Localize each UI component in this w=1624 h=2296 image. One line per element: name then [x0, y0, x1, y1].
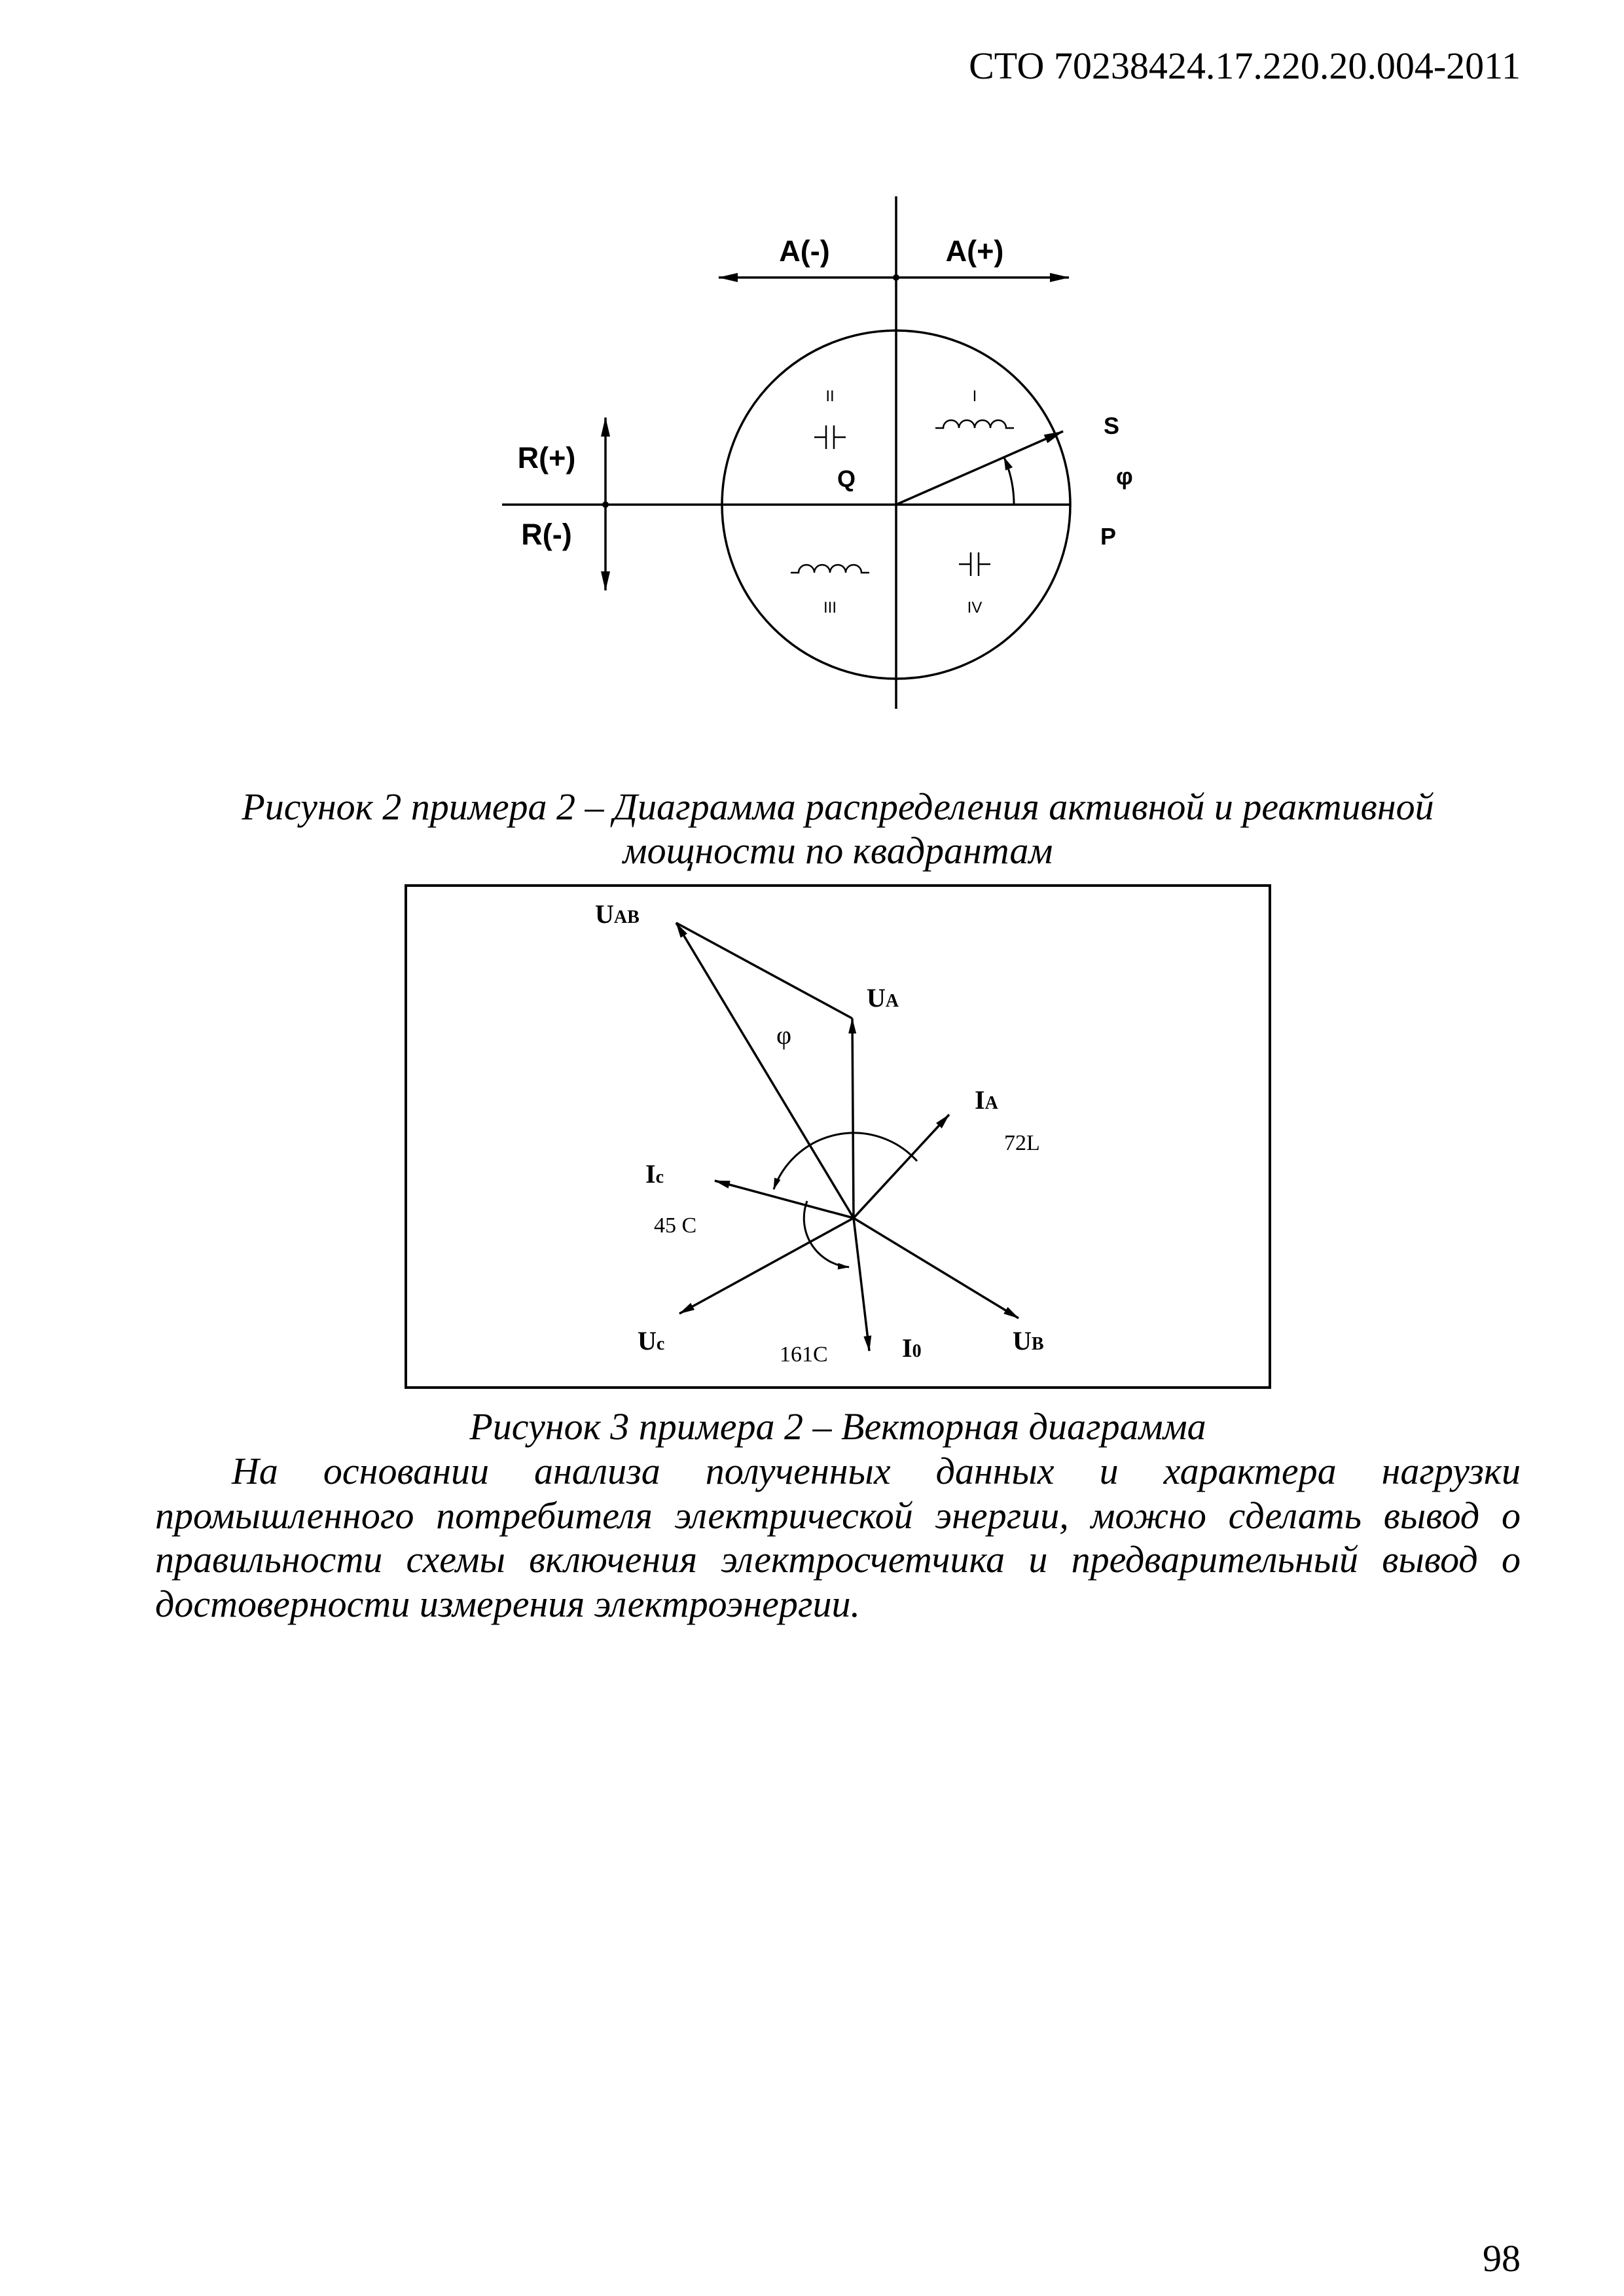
figure-2-caption-line-2: мощности по квадрантам	[623, 829, 1053, 872]
label-active-power: P	[1100, 523, 1117, 550]
quadrant-label-i: I	[972, 387, 977, 405]
diagram-frame	[406, 886, 1270, 1388]
label-active-negative: A(-)	[779, 234, 830, 268]
capacitor-icon-quadrant-ii	[814, 425, 846, 449]
label-u-c-symbol: U	[638, 1326, 657, 1355]
label-i-0-sub: 0	[912, 1341, 922, 1361]
vector-u-b	[854, 1218, 1019, 1318]
label-u-c-sub: c	[656, 1334, 665, 1354]
label-i-c	[645, 1159, 664, 1189]
vector-diagram	[393, 877, 1283, 1401]
axis-intersection-dot-left	[602, 501, 609, 508]
body-line: правильности схемы включения электросчетчика и предварительный вывод о	[155, 1538, 1521, 1581]
page-number: 98	[1483, 2237, 1521, 2280]
label-u-ab-symbol: U	[595, 899, 614, 929]
figure-2-caption-line-1: Рисунок 2 примера 2 – Диаграмма распределения активной и реактивной	[242, 785, 1434, 828]
quadrant-label-iii: III	[823, 599, 837, 617]
axis-intersection-dot-top	[893, 274, 899, 281]
label-reactive-negative: R(-)	[521, 518, 572, 551]
label-reactive-positive: R(+)	[517, 441, 576, 475]
label-u-ab-sub: AB	[613, 907, 640, 927]
label-i-a-sub: A	[984, 1093, 998, 1113]
quadrant-diagram	[458, 183, 1178, 726]
vector-u-ab	[676, 923, 854, 1218]
quadrant-label-ii: II	[825, 387, 835, 405]
body-line: На основании анализа полученных данных и характера нагрузки	[232, 1450, 1521, 1492]
vector-i-0	[854, 1218, 869, 1351]
quadrant-label-iv: IV	[967, 599, 983, 617]
phi-angle-arc	[1004, 457, 1014, 505]
label-u-a	[867, 983, 899, 1013]
label-i-0-symbol: I	[902, 1333, 912, 1363]
label-u-c	[638, 1326, 664, 1355]
label-u-a-sub: A	[885, 991, 899, 1011]
body-paragraph	[155, 1449, 1521, 1626]
label-i-a	[975, 1085, 999, 1115]
label-apparent-power: S	[1104, 412, 1120, 439]
capacitor-icon-quadrant-iv	[959, 552, 990, 576]
figure-3-caption: Рисунок 3 примера 2 – Векторная диаграмма	[469, 1405, 1206, 1448]
label-phi-angle: φ	[1116, 463, 1133, 490]
vector-u-a	[852, 1018, 854, 1218]
label-phi-angle-vector: φ	[776, 1020, 792, 1050]
label-active-positive: A(+)	[945, 234, 1004, 268]
vector-i-a	[854, 1115, 949, 1218]
note-angle-i-0: 161C	[780, 1342, 828, 1367]
document-code-header: СТО 70238424.17.220.20.004-2011	[969, 45, 1521, 87]
label-i-c-sub: c	[655, 1167, 664, 1187]
angle-arc-i-a-to-i-c	[774, 1133, 917, 1189]
vector-u-c	[679, 1218, 854, 1314]
vector-i-c	[715, 1181, 854, 1218]
label-i-c-symbol: I	[645, 1159, 656, 1189]
note-angle-i-a: 72L	[1004, 1131, 1040, 1155]
label-u-b-sub: B	[1031, 1334, 1044, 1354]
apparent-power-vector	[896, 431, 1063, 505]
label-u-ab	[595, 899, 640, 929]
note-angle-i-c: 45 C	[654, 1213, 697, 1238]
label-u-a-symbol: U	[867, 983, 886, 1013]
inductor-icon-quadrant-i	[935, 420, 1014, 428]
label-u-b	[1013, 1326, 1044, 1355]
body-line: достоверности измерения электроэнергии.	[155, 1582, 861, 1625]
line-u-ab-to-u-a	[676, 923, 852, 1018]
label-i-a-symbol: I	[975, 1085, 985, 1115]
label-u-b-symbol: U	[1013, 1326, 1032, 1355]
body-line: промышленного потребителя электрической энергии, можно сделать вывод о	[155, 1494, 1521, 1537]
label-reactive-power: Q	[837, 465, 856, 492]
inductor-icon-quadrant-iii	[791, 565, 869, 573]
label-i-0	[902, 1333, 922, 1363]
